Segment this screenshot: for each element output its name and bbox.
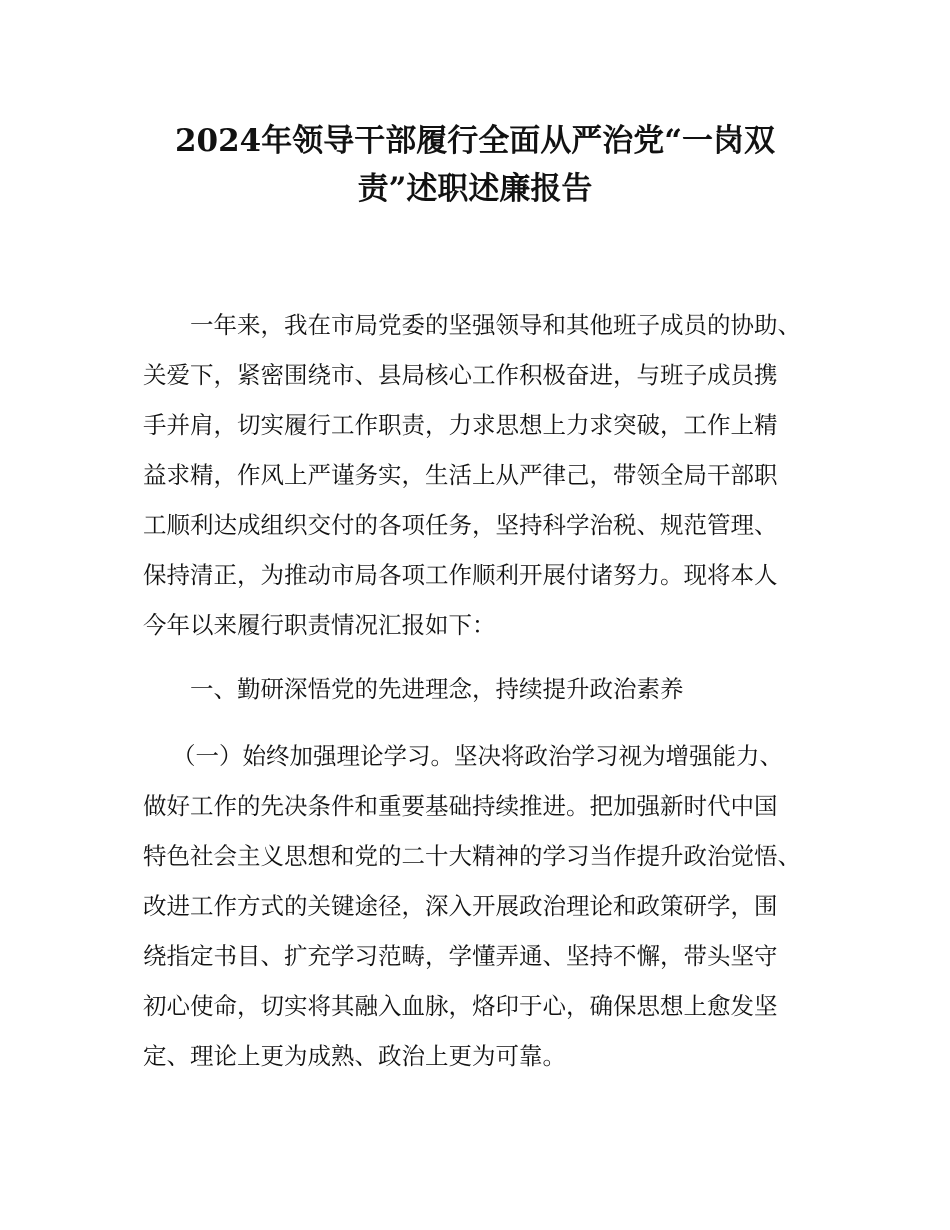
document-title-line-2: 责”述职述廉报告 <box>357 171 593 207</box>
subsection-line: 绕指定书目、扩充学习范畴，学懂弄通、坚持不懈，带头坚守 <box>143 942 778 970</box>
intro-line: 关爱下，紧密围绕市、县局核心工作积极奋进，与班子成员携 <box>143 361 778 389</box>
subsection-line: （一）始终加强理论学习。坚决将政治学习视为增强能力、 <box>172 742 783 770</box>
intro-line: 保持清正，为推动市局各项工作顺利开展付诸努力。现将本人 <box>143 561 778 589</box>
subsection-paragraph <box>143 731 843 1081</box>
section-heading-text: 一、勤研深悟党的先进理念，持续提升政治素养 <box>190 675 684 703</box>
intro-line: 一年来，我在市局党委的坚强领导和其他班子成员的协助、 <box>190 311 801 339</box>
subsection-line: 特色社会主义思想和党的二十大精神的学习当作提升政治觉悟、 <box>143 842 801 870</box>
intro-line: 今年以来履行职责情况汇报如下： <box>143 611 496 639</box>
subsection-line: 初心使命，切实将其融入血脉，烙印于心，确保思想上愈发坚 <box>143 992 778 1020</box>
intro-paragraph <box>143 300 843 650</box>
section-heading <box>143 664 843 714</box>
document-title-line-1: 2024年领导干部履行全面从严治党“一岗双 <box>174 123 776 159</box>
subsection-line: 定、理论上更为成熟、政治上更为可靠。 <box>143 1042 566 1070</box>
intro-line: 工顺利达成组织交付的各项任务，坚持科学治税、规范管理、 <box>143 511 778 539</box>
subsection-line: 改进工作方式的关键途径，深入开展政治理论和政策研学，围 <box>143 892 778 920</box>
subsection-line: 做好工作的先决条件和重要基础持续推进。把加强新时代中国 <box>143 792 778 820</box>
intro-line: 手并肩，切实履行工作职责，力求思想上力求突破，工作上精 <box>143 411 778 439</box>
intro-line: 益求精，作风上严谨务实，生活上从严律己，带领全局干部职 <box>143 461 778 489</box>
